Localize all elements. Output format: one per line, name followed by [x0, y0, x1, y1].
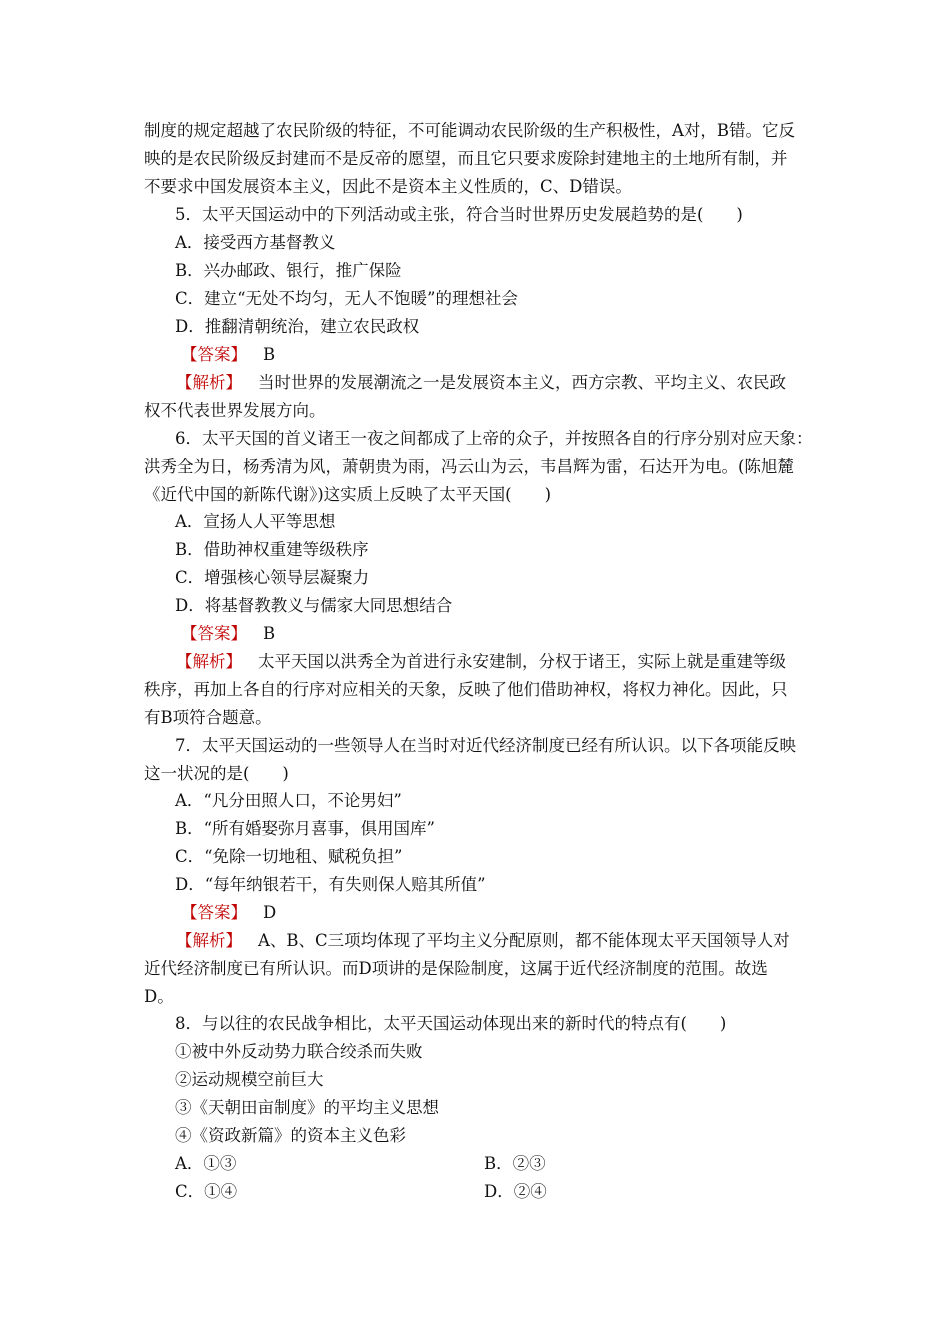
q8-item: ①被中外反动势力联合绞杀而失败	[175, 1042, 423, 1061]
q5-option-c: C．建立“无处不均匀，无人不饱暖”的理想社会	[175, 289, 518, 308]
q6-option-c: C．增强核心领导层凝聚力	[175, 568, 370, 587]
q5-stem: 5．太平天国运动中的下列活动或主张，符合当时世界历史发展趋势的是( )	[175, 205, 743, 224]
q6-analysis-line: 秩序，再加上各自的行序对应相关的天象，反映了他们借助神权，将权力神化。因此，只	[144, 680, 788, 699]
q6-option-b: B．借助神权重建等级秩序	[175, 540, 369, 559]
q7-analysis-line: 【解析】 A、B、C三项均体现了平均主义分配原则，都不能体现太平天国领导人对	[176, 931, 790, 950]
q7-option-b: B．“所有婚娶弥月喜事，俱用国库”	[175, 819, 435, 838]
q6-option-a: A．宣扬人人平等思想	[175, 512, 336, 531]
q7-stem: 7．太平天国运动的一些领导人在当时对近代经济制度已经有所认识。以下各项能反映	[175, 736, 796, 755]
q6-stem: 洪秀全为日，杨秀清为风，萧朝贵为雨，冯云山为云，韦昌辉为雷，石达开为电。(陈旭麓	[144, 457, 794, 476]
q6-stem: 6．太平天国的首义诸王一夜之间都成了上帝的众子，并按照各自的行序分别对应天象：	[175, 429, 813, 448]
q8-item: ③《天朝田亩制度》的平均主义思想	[175, 1098, 439, 1117]
q8-stem: 8．与以往的农民战争相比，太平天国运动体现出来的新时代的特点有( )	[175, 1014, 727, 1033]
q7-option-d: D．“每年纳银若干，有失则保人赔其所值”	[175, 875, 486, 894]
intro-line: 制度的规定超越了农民阶级的特征，不可能调动农民阶级的生产积极性，A对，B错。它反	[144, 121, 796, 140]
analysis-label: 【解析】	[176, 652, 242, 671]
answer-label: 【答案】	[181, 345, 247, 364]
q8-option-c: C．①④	[175, 1182, 238, 1201]
q7-analysis-line: D。	[144, 987, 174, 1006]
q8-option-a: A．①③	[175, 1154, 237, 1173]
q7-option-a: A．“凡分田照人口，不论男妇”	[175, 791, 402, 810]
analysis-label: 【解析】	[176, 931, 242, 950]
q7-option-c: C．“免除一切地租、赋税负担”	[175, 847, 403, 866]
q5-analysis-line: 【解析】 当时世界的发展潮流之一是发展资本主义，西方宗教、平均主义、农民政	[176, 373, 786, 392]
intro-line: 映的是农民阶级反封建而不是反帝的愿望，而且它只要求废除封建地主的土地所有制，并	[144, 149, 788, 168]
q6-analysis-line: 有B项符合题意。	[144, 708, 272, 727]
q5-answer: B	[263, 345, 276, 364]
q7-answer: D	[263, 903, 277, 922]
q6-option-d: D．将基督教教义与儒家大同思想结合	[175, 596, 453, 615]
q6-analysis-line: 【解析】 太平天国以洪秀全为首进行永安建制，分权于诸王，实际上就是重建等级	[176, 652, 786, 671]
q8-item: ②运动规模空前巨大	[175, 1070, 324, 1089]
q8-option-b: B．②③	[484, 1154, 546, 1173]
q6-answer-line	[181, 624, 275, 644]
q5-option-a: A．接受西方基督教义	[175, 233, 336, 252]
q5-option-d: D．推翻清朝统治，建立农民政权	[175, 317, 420, 336]
q5-analysis-line: 权不代表世界发展方向。	[144, 401, 326, 420]
q6-answer: B	[263, 624, 276, 643]
q7-stem: 这一状况的是( )	[144, 764, 289, 783]
q8-item: ④《资政新篇》的资本主义色彩	[175, 1126, 406, 1145]
q5-answer-line	[181, 345, 275, 365]
intro-line: 不要求中国发展资本主义，因此不是资本主义性质的，C、D错误。	[144, 177, 632, 196]
answer-label: 【答案】	[181, 903, 247, 922]
answer-label: 【答案】	[181, 624, 247, 643]
analysis-label: 【解析】	[176, 373, 242, 392]
q8-option-d: D．②④	[484, 1182, 547, 1201]
q7-answer-line	[181, 903, 276, 923]
q7-analysis-line: 近代经济制度已有所认识。而D项讲的是保险制度，这属于近代经济制度的范围。故选	[144, 959, 768, 978]
q6-stem: 《近代中国的新陈代谢》)这实质上反映了太平天国( )	[144, 485, 552, 504]
q5-option-b: B．兴办邮政、银行，推广保险	[175, 261, 402, 280]
